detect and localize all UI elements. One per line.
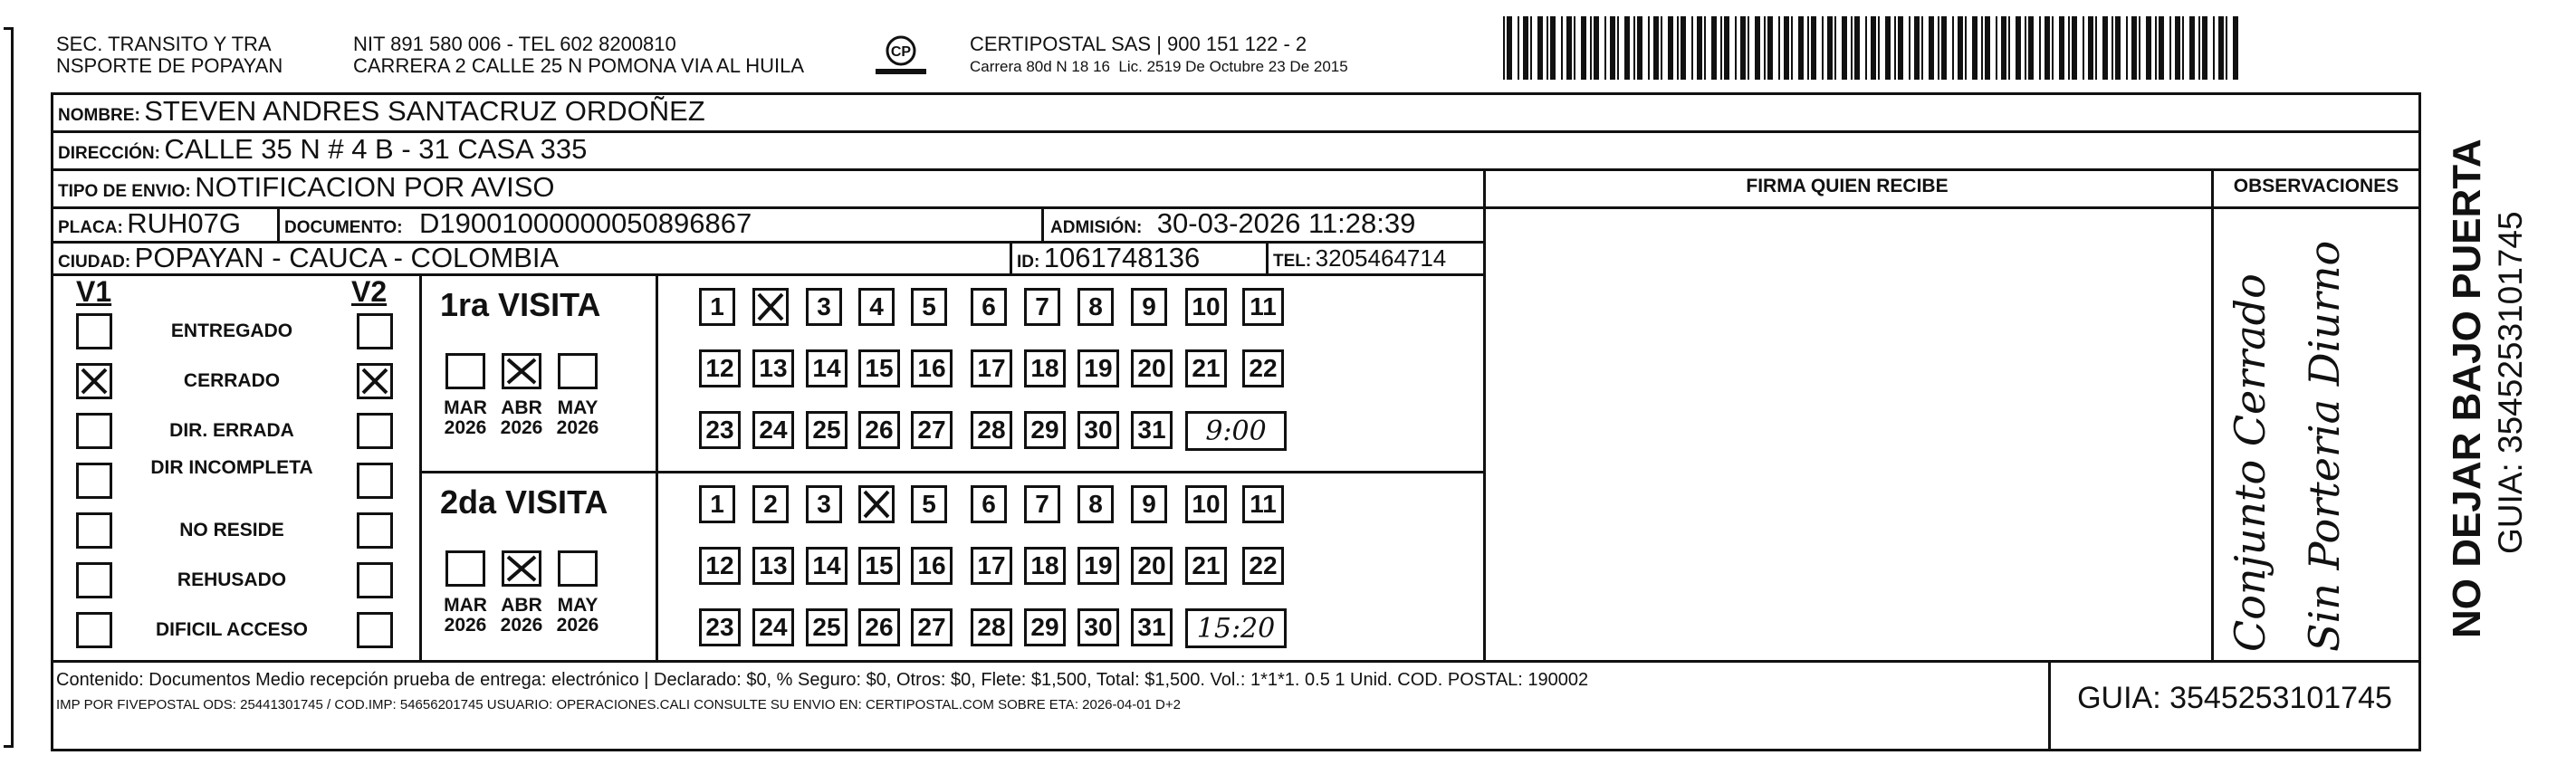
day-box[interactable] bbox=[752, 288, 789, 326]
month-checkbox[interactable] bbox=[445, 550, 485, 587]
day-box[interactable]: 10 bbox=[1185, 288, 1227, 326]
day-box[interactable]: 24 bbox=[752, 411, 794, 449]
day-box[interactable]: 6 bbox=[971, 485, 1007, 523]
barcode-bar bbox=[1691, 16, 1693, 80]
day-box[interactable]: 23 bbox=[699, 608, 741, 646]
barcode-bar bbox=[2072, 16, 2077, 80]
v1-checkbox[interactable] bbox=[76, 313, 112, 349]
day-box[interactable]: 29 bbox=[1024, 608, 1066, 646]
day-box[interactable]: 27 bbox=[911, 608, 953, 646]
month-checkbox[interactable] bbox=[558, 353, 598, 389]
col-divider-months bbox=[656, 273, 658, 660]
footer-contenido: Contenido: Documentos Medio recepción prueba de entrega: electrónico | Declarado: $0, % Seguro: $0, Otros: $0, Flete: $1,500, Total: $1,500. Vol.: 1*1*1. 0.5 1 Unid. COD. POSTAL: 190002 bbox=[56, 670, 1589, 690]
barcode-bar bbox=[2198, 16, 2200, 80]
visit-title: 2da VISITA bbox=[440, 483, 608, 521]
barcode-bar bbox=[1561, 16, 1563, 80]
admision-field bbox=[1050, 208, 1415, 244]
sender-name-line2: NSPORTE DE POPAYAN bbox=[56, 54, 283, 77]
footer-imp: IMP POR FIVEPOSTAL ODS: 25441301745 / COD.IMP: 54656201745 USUARIO: OPERACIONES.CALI CONSULTE SU ENVIO EN: CERTIPOSTAL.COM SOBRE ETA: 2026-04-01 D+2 bbox=[56, 697, 1181, 712]
day-box[interactable]: 1 bbox=[699, 288, 735, 326]
tipo-envio-row bbox=[58, 172, 555, 208]
day-box[interactable]: 30 bbox=[1077, 608, 1119, 646]
day-box[interactable]: 21 bbox=[1185, 547, 1227, 585]
barcode-bar bbox=[2045, 16, 2050, 80]
month-label bbox=[494, 398, 549, 438]
barcode-bar bbox=[1594, 16, 1599, 80]
barcode-bar bbox=[1958, 16, 1963, 80]
barcode-bar bbox=[1661, 16, 1662, 80]
v2-checkbox[interactable] bbox=[357, 313, 393, 349]
barcode-bar bbox=[1537, 16, 1543, 80]
col-divider-id bbox=[1010, 241, 1012, 273]
admision-label: ADMISIÓN: bbox=[1050, 218, 1143, 237]
barcode-bar bbox=[1871, 16, 1876, 80]
month-name: ABR bbox=[501, 595, 542, 616]
barcode-bar bbox=[1851, 16, 1853, 80]
barcode-bar bbox=[1791, 16, 1793, 80]
barcode-bar bbox=[1767, 16, 1773, 80]
v1-checkbox[interactable] bbox=[76, 612, 112, 648]
day-box[interactable]: 12 bbox=[699, 547, 741, 585]
barcode-bar bbox=[1503, 16, 1505, 80]
day-box[interactable]: 31 bbox=[1131, 411, 1173, 449]
month-year: 2026 bbox=[500, 417, 543, 438]
day-box[interactable]: 4 bbox=[858, 288, 895, 326]
documento-field bbox=[284, 208, 752, 244]
v2-checkbox[interactable] bbox=[357, 463, 393, 499]
v1-label: V1 bbox=[76, 275, 112, 308]
day-box[interactable]: 26 bbox=[858, 411, 900, 449]
month-label bbox=[551, 596, 605, 636]
barcode-bar bbox=[2095, 16, 2097, 80]
day-box[interactable]: 9 bbox=[1131, 485, 1167, 523]
day-box[interactable]: 22 bbox=[1242, 349, 1284, 387]
month-name: MAY bbox=[557, 595, 599, 616]
month-year: 2026 bbox=[556, 417, 599, 438]
v2-label: V2 bbox=[351, 275, 388, 308]
col-divider-observaciones bbox=[2211, 168, 2214, 660]
observaciones-header: OBSERVACIONES bbox=[2233, 176, 2399, 196]
courier-name-line1: CERTIPOSTAL SAS | 900 151 122 - 2 bbox=[970, 33, 1307, 55]
barcode-bar bbox=[1748, 16, 1749, 80]
barcode-bar bbox=[2115, 16, 2121, 80]
barcode-bar bbox=[2182, 16, 2184, 80]
barcode-bar bbox=[1735, 16, 1737, 80]
day-box[interactable]: 5 bbox=[911, 485, 947, 523]
barcode-bar bbox=[1574, 16, 1575, 80]
barcode-bar bbox=[1697, 16, 1702, 80]
col-divider-firma bbox=[1483, 168, 1486, 660]
v2-checkbox[interactable] bbox=[357, 562, 393, 598]
barcode-bar bbox=[1965, 16, 1967, 80]
barcode-bar bbox=[1909, 16, 1910, 80]
tracking-barcode bbox=[1503, 16, 2246, 80]
barcode-bar bbox=[1822, 16, 1824, 80]
barcode-bar bbox=[1784, 16, 1789, 80]
barcode-bar bbox=[1523, 16, 1528, 80]
barcode-bar bbox=[1637, 16, 1642, 80]
direccion-label: DIRECCIÓN: bbox=[58, 144, 160, 163]
admision-value: 30-03-2026 11:28:39 bbox=[1156, 207, 1416, 239]
barcode-bar bbox=[1878, 16, 1880, 80]
barcode-bar bbox=[1624, 16, 1630, 80]
barcode-bar bbox=[1755, 16, 1760, 80]
barcode-bar bbox=[1633, 16, 1635, 80]
day-box[interactable]: 27 bbox=[911, 411, 953, 449]
barcode-bar bbox=[1530, 16, 1532, 80]
col-divider-placa bbox=[277, 206, 280, 241]
day-box[interactable]: 9 bbox=[1131, 288, 1167, 326]
status-option-label: DIR. ERRADA bbox=[169, 420, 294, 441]
barcode-bar bbox=[2083, 16, 2084, 80]
barcode-bar bbox=[1898, 16, 1903, 80]
status-option-label: REHUSADO bbox=[177, 569, 287, 590]
barcode-bar bbox=[1914, 16, 1920, 80]
barcode-bar bbox=[1778, 16, 1780, 80]
barcode-bar bbox=[1604, 16, 1606, 80]
day-box[interactable]: 22 bbox=[1242, 547, 1284, 585]
barcode-bar bbox=[2088, 16, 2093, 80]
month-label bbox=[494, 596, 549, 636]
left-edge-bracket bbox=[4, 27, 14, 748]
sender-address-line2: CARRERA 2 CALLE 25 N POMONA VIA AL HUILA bbox=[353, 54, 805, 77]
barcode-bar bbox=[2233, 16, 2238, 80]
barcode-bar bbox=[1704, 16, 1706, 80]
month-name: MAY bbox=[557, 397, 599, 418]
barcode-bar bbox=[1894, 16, 1896, 80]
barcode-bar bbox=[2189, 16, 2195, 80]
visit-divider bbox=[419, 471, 1484, 473]
barcode-bar bbox=[1764, 16, 1766, 80]
barcode-bar bbox=[1590, 16, 1592, 80]
tipo-envio-label: TIPO DE ENVIO: bbox=[58, 182, 191, 201]
sender-nit-line1: NIT 891 580 006 - TEL 602 8200810 bbox=[353, 33, 676, 55]
day-box[interactable]: 13 bbox=[752, 349, 794, 387]
barcode-bar bbox=[2226, 16, 2227, 80]
barcode-bar bbox=[1547, 16, 1548, 80]
status-option-label: ENTREGADO bbox=[170, 320, 293, 341]
visit-time-box[interactable]: 9:00 bbox=[1185, 411, 1287, 451]
barcode-bar bbox=[2008, 16, 2010, 80]
placa-label: PLACA: bbox=[58, 218, 123, 237]
barcode-bar bbox=[1566, 16, 1572, 80]
day-box[interactable]: 16 bbox=[911, 547, 953, 585]
month-label bbox=[551, 398, 605, 438]
barcode-bar bbox=[2169, 16, 2171, 80]
day-box[interactable]: 13 bbox=[752, 547, 794, 585]
tel-field bbox=[1273, 243, 1446, 278]
day-box[interactable]: 14 bbox=[806, 547, 847, 585]
day-box[interactable]: 25 bbox=[806, 608, 847, 646]
day-box[interactable]: 11 bbox=[1242, 288, 1284, 326]
day-box[interactable]: 8 bbox=[1077, 485, 1114, 523]
day-box[interactable]: 24 bbox=[752, 608, 794, 646]
status-option-label: NO RESIDE bbox=[179, 520, 284, 540]
barcode-bar bbox=[2028, 16, 2034, 80]
day-box[interactable]: 11 bbox=[1242, 485, 1284, 523]
barcode-bar bbox=[2001, 16, 2006, 80]
side-guia: GUIA: 3545253101745 bbox=[2492, 211, 2529, 554]
direccion-value: CALLE 35 N # 4 B - 31 CASA 335 bbox=[164, 133, 588, 165]
barcode-bar bbox=[1807, 16, 1809, 80]
day-box[interactable]: 25 bbox=[806, 411, 847, 449]
barcode-bar bbox=[1842, 16, 1847, 80]
day-box[interactable]: 8 bbox=[1077, 288, 1114, 326]
barcode-bar bbox=[1827, 16, 1833, 80]
day-box[interactable]: 10 bbox=[1185, 485, 1227, 523]
v2-checkbox[interactable] bbox=[357, 512, 393, 549]
row-divider bbox=[51, 660, 2421, 663]
day-box[interactable]: 7 bbox=[1024, 288, 1060, 326]
barcode-bar bbox=[2159, 16, 2164, 80]
ciudad-label: CIUDAD: bbox=[58, 253, 131, 272]
day-box[interactable]: 26 bbox=[858, 608, 900, 646]
barcode-bar bbox=[1996, 16, 1997, 80]
v1-checkbox[interactable] bbox=[76, 463, 112, 499]
visit-time-box[interactable]: 15:20 bbox=[1185, 608, 1287, 648]
v1-checkbox[interactable] bbox=[76, 363, 112, 399]
barcode-bar bbox=[2052, 16, 2054, 80]
month-checkbox[interactable] bbox=[445, 353, 485, 389]
day-box[interactable]: 3 bbox=[806, 485, 842, 523]
v1-checkbox[interactable] bbox=[76, 413, 112, 449]
barcode-bar bbox=[1518, 16, 1519, 80]
month-year: 2026 bbox=[556, 615, 599, 636]
barcode-bar bbox=[2126, 16, 2128, 80]
barcode-bar bbox=[2218, 16, 2224, 80]
courier-address-line2: Carrera 80d N 18 16 Lic. 2519 De Octubre 23 De 2015 bbox=[970, 58, 1348, 75]
ciudad-value: POPAYAN - CAUCA - COLOMBIA bbox=[134, 242, 560, 273]
barcode-bar bbox=[2039, 16, 2041, 80]
col-divider-tel bbox=[1266, 241, 1269, 273]
day-box[interactable]: 28 bbox=[971, 411, 1012, 449]
certipostal-logo-icon bbox=[874, 34, 928, 78]
month-label bbox=[438, 398, 493, 438]
day-box[interactable]: 5 bbox=[911, 288, 947, 326]
barcode-bar bbox=[1941, 16, 1947, 80]
month-checkbox[interactable] bbox=[502, 550, 541, 587]
day-box[interactable]: 20 bbox=[1131, 547, 1173, 585]
barcode-bar bbox=[1985, 16, 1990, 80]
barcode-bar bbox=[2131, 16, 2137, 80]
barcode-bar bbox=[2202, 16, 2207, 80]
barcode-bar bbox=[1938, 16, 1939, 80]
barcode-bar bbox=[1724, 16, 1729, 80]
day-box[interactable]: 20 bbox=[1131, 349, 1173, 387]
barcode-bar bbox=[1811, 16, 1816, 80]
day-box[interactable]: 29 bbox=[1024, 411, 1066, 449]
nombre-value: STEVEN ANDRES SANTACRUZ ORDOÑEZ bbox=[144, 95, 705, 127]
barcode-bar bbox=[2112, 16, 2113, 80]
footer-guia: GUIA: 3545253101745 bbox=[2077, 681, 2392, 715]
month-checkbox[interactable] bbox=[502, 353, 541, 389]
status-option-label: DIFICIL ACCESO bbox=[155, 619, 308, 640]
day-box[interactable]: 2 bbox=[752, 485, 789, 523]
barcode-bar bbox=[1610, 16, 1615, 80]
observaciones-handwritten-line2: Sin Porteria Diurno bbox=[2300, 240, 2349, 652]
month-year: 2026 bbox=[444, 417, 487, 438]
barcode-bar bbox=[1798, 16, 1804, 80]
barcode-bar bbox=[1720, 16, 1722, 80]
svg-text:CP: CP bbox=[890, 44, 912, 60]
barcode-bar bbox=[1648, 16, 1650, 80]
month-label bbox=[438, 596, 493, 636]
visit-title: 1ra VISITA bbox=[440, 286, 601, 323]
col-divider-status bbox=[419, 273, 422, 660]
month-year: 2026 bbox=[500, 615, 543, 636]
barcode-bar bbox=[1952, 16, 1954, 80]
direccion-row bbox=[58, 134, 587, 170]
barcode-bar bbox=[2016, 16, 2021, 80]
barcode-bar bbox=[1854, 16, 1860, 80]
status-option-label: CERRADO bbox=[183, 370, 281, 391]
sender-name-line1: SEC. TRANSITO Y TRA bbox=[56, 33, 272, 55]
barcode-bar bbox=[1550, 16, 1556, 80]
tipo-envio-value: NOTIFICACION POR AVISO bbox=[195, 171, 555, 203]
barcode-bar bbox=[2068, 16, 2070, 80]
month-name: MAR bbox=[444, 595, 487, 616]
barcode-bar bbox=[2146, 16, 2151, 80]
barcode-bar bbox=[1972, 16, 1977, 80]
day-box[interactable]: 15 bbox=[858, 349, 900, 387]
documento-label: DOCUMENTO: bbox=[284, 218, 403, 237]
barcode-bar bbox=[2175, 16, 2180, 80]
v2-checkbox[interactable] bbox=[357, 612, 393, 648]
placa-value: RUH07G bbox=[127, 207, 241, 239]
day-box[interactable]: 14 bbox=[806, 349, 847, 387]
day-box[interactable]: 18 bbox=[1024, 547, 1066, 585]
barcode-bar bbox=[2025, 16, 2026, 80]
barcode-bar bbox=[1740, 16, 1746, 80]
day-box[interactable]: 30 bbox=[1077, 411, 1119, 449]
v2-checkbox[interactable] bbox=[357, 363, 393, 399]
tel-label: TEL: bbox=[1273, 252, 1312, 271]
id-field bbox=[1017, 243, 1200, 279]
v1-checkbox[interactable] bbox=[76, 562, 112, 598]
barcode-bar bbox=[1885, 16, 1891, 80]
barcode-bar bbox=[1507, 16, 1512, 80]
barcode-bar bbox=[1981, 16, 1983, 80]
id-label: ID: bbox=[1017, 253, 1040, 272]
side-warning: NO DEJAR BAJO PUERTA bbox=[2445, 139, 2489, 638]
day-box[interactable]: 19 bbox=[1077, 547, 1119, 585]
barcode-bar bbox=[1921, 16, 1923, 80]
nombre-row bbox=[58, 96, 705, 132]
barcode-bar bbox=[1929, 16, 1934, 80]
day-box[interactable]: 28 bbox=[971, 608, 1012, 646]
month-checkbox[interactable] bbox=[558, 550, 598, 587]
barcode-bar bbox=[1668, 16, 1673, 80]
v1-checkbox[interactable] bbox=[76, 512, 112, 549]
day-box[interactable]: 17 bbox=[971, 547, 1012, 585]
day-box[interactable]: 21 bbox=[1185, 349, 1227, 387]
ciudad-field bbox=[58, 243, 559, 279]
barcode-bar bbox=[1681, 16, 1686, 80]
day-box[interactable] bbox=[858, 485, 895, 523]
v2-checkbox[interactable] bbox=[357, 413, 393, 449]
barcode-bar bbox=[1617, 16, 1619, 80]
id-value: 1061748136 bbox=[1043, 242, 1201, 273]
status-option-label: DIR INCOMPLETA bbox=[150, 457, 313, 478]
barcode-bar bbox=[1653, 16, 1659, 80]
barcode-bar bbox=[2102, 16, 2108, 80]
day-box[interactable]: 18 bbox=[1024, 349, 1066, 387]
firma-header: FIRMA QUIEN RECIBE bbox=[1746, 176, 1949, 196]
barcode-bar bbox=[1677, 16, 1679, 80]
day-box[interactable]: 15 bbox=[858, 547, 900, 585]
month-year: 2026 bbox=[444, 615, 487, 636]
day-box[interactable]: 17 bbox=[971, 349, 1012, 387]
day-box[interactable]: 16 bbox=[911, 349, 953, 387]
month-name: ABR bbox=[501, 397, 542, 418]
day-box[interactable]: 23 bbox=[699, 411, 741, 449]
barcode-bar bbox=[2059, 16, 2064, 80]
col-divider-admision bbox=[1041, 206, 1044, 241]
nombre-label: NOMBRE: bbox=[58, 106, 140, 125]
documento-value: D19001000000050896867 bbox=[419, 207, 752, 239]
barcode-bar bbox=[1711, 16, 1717, 80]
placa-field bbox=[58, 208, 241, 244]
day-box[interactable]: 31 bbox=[1131, 608, 1173, 646]
day-box[interactable]: 19 bbox=[1077, 349, 1119, 387]
barcode-bar bbox=[1834, 16, 1836, 80]
day-box[interactable]: 7 bbox=[1024, 485, 1060, 523]
tel-value: 3205464714 bbox=[1315, 244, 1447, 272]
day-box[interactable]: 3 bbox=[806, 288, 842, 326]
observaciones-handwritten-line1: Conjunto Cerrado bbox=[2226, 273, 2274, 652]
day-box[interactable]: 12 bbox=[699, 349, 741, 387]
day-box[interactable]: 6 bbox=[971, 288, 1007, 326]
barcode-bar bbox=[1865, 16, 1867, 80]
barcode-bar bbox=[2139, 16, 2140, 80]
barcode-bar bbox=[1581, 16, 1586, 80]
barcode-bar bbox=[2213, 16, 2215, 80]
barcode-bar bbox=[2155, 16, 2157, 80]
day-box[interactable]: 1 bbox=[699, 485, 735, 523]
month-name: MAR bbox=[444, 397, 487, 418]
